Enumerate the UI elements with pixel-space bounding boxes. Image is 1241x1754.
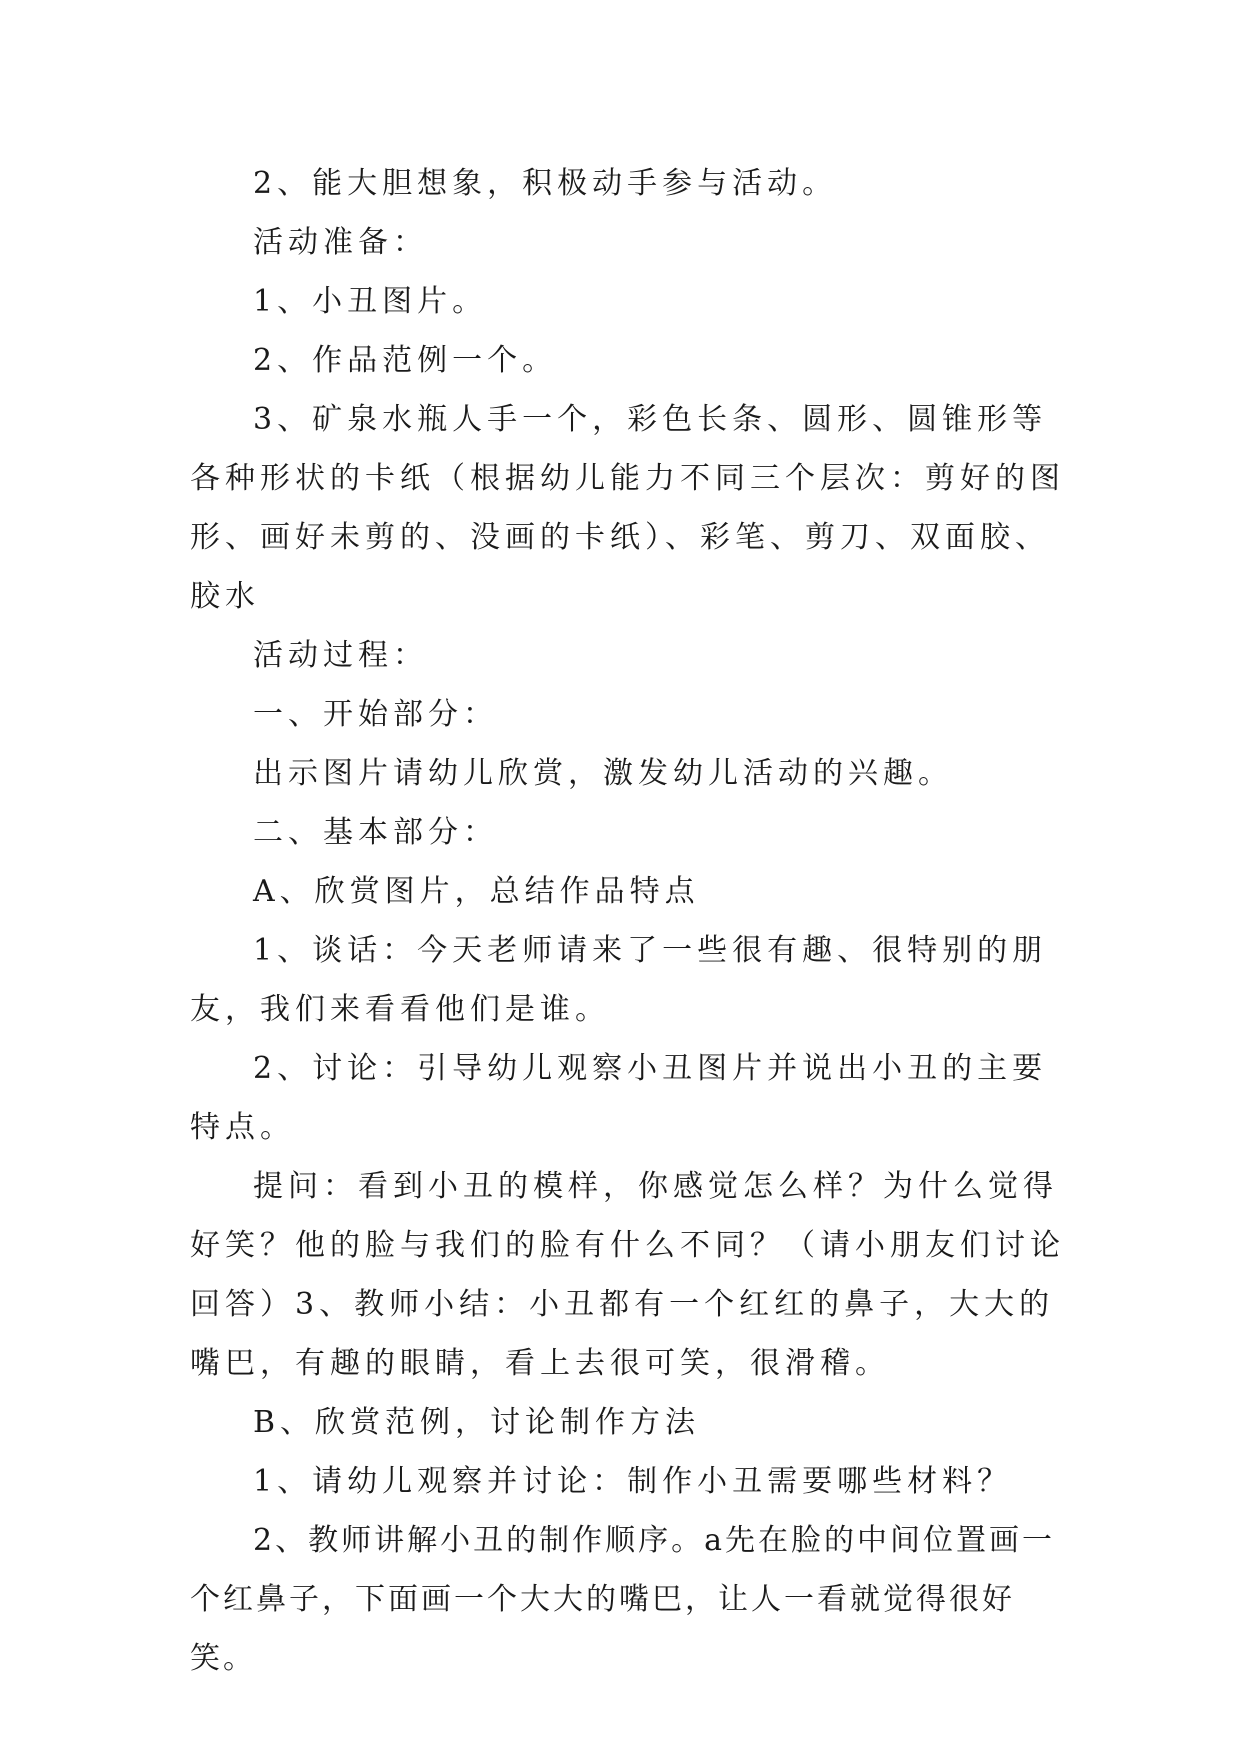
paragraph-steps: 2、教师讲解小丑的制作顺序。a先在脸的中间位置画一个红鼻子，下面画一个大大的嘴巴，让人一看就觉得很好笑。 [190,1523,1055,1676]
paragraph-materials: 1、请幼儿观察并讨论：制作小丑需要哪些材料？ [253,1464,1013,1499]
paragraph-heading-process: 活动过程： [253,638,428,673]
paragraph-question: 提问：看到小丑的模样，你感觉怎么样？为什么觉得好笑？他的脸与我们的脸有什么不同？（请小朋友们讨论回答）3、教师小结：小丑都有一个红红的鼻子，大大的嘴巴，有趣的眼睛，看上去很可笑，很滑稽。 [190,1169,1065,1381]
document-body [190,154,1070,1688]
paragraph-talk: 1、谈话：今天老师请来了一些很有趣、很特别的朋友，我们来看看他们是谁。 [190,933,1048,1027]
paragraph-prep-3: 3、矿泉水瓶人手一个，彩色长条、圆形、圆锥形等各种形状的卡纸（根据幼儿能力不同三个层次：剪好的图形、画好未剪的、没画的卡纸）、彩笔、剪刀、双面胶、胶水 [190,402,1065,614]
paragraph-section-1: 一、开始部分： [253,697,498,732]
paragraph-part-b: B、欣赏范例，讨论制作方法 [253,1405,701,1440]
paragraph-goal-2: 2、能大胆想象，积极动手参与活动。 [253,166,838,201]
paragraph-part-a: A、欣赏图片，总结作品特点 [253,874,700,909]
paragraph-heading-preparation: 活动准备： [253,225,428,260]
paragraph-discuss: 2、讨论：引导幼儿观察小丑图片并说出小丑的主要特点。 [190,1051,1048,1145]
paragraph-section-2: 二、基本部分： [253,815,498,850]
paragraph-prep-1: 1、小丑图片。 [253,284,488,319]
paragraph-prep-2: 2、作品范例一个。 [253,343,558,378]
paragraph-show-pictures: 出示图片请幼儿欣赏，激发幼儿活动的兴趣。 [253,756,953,791]
